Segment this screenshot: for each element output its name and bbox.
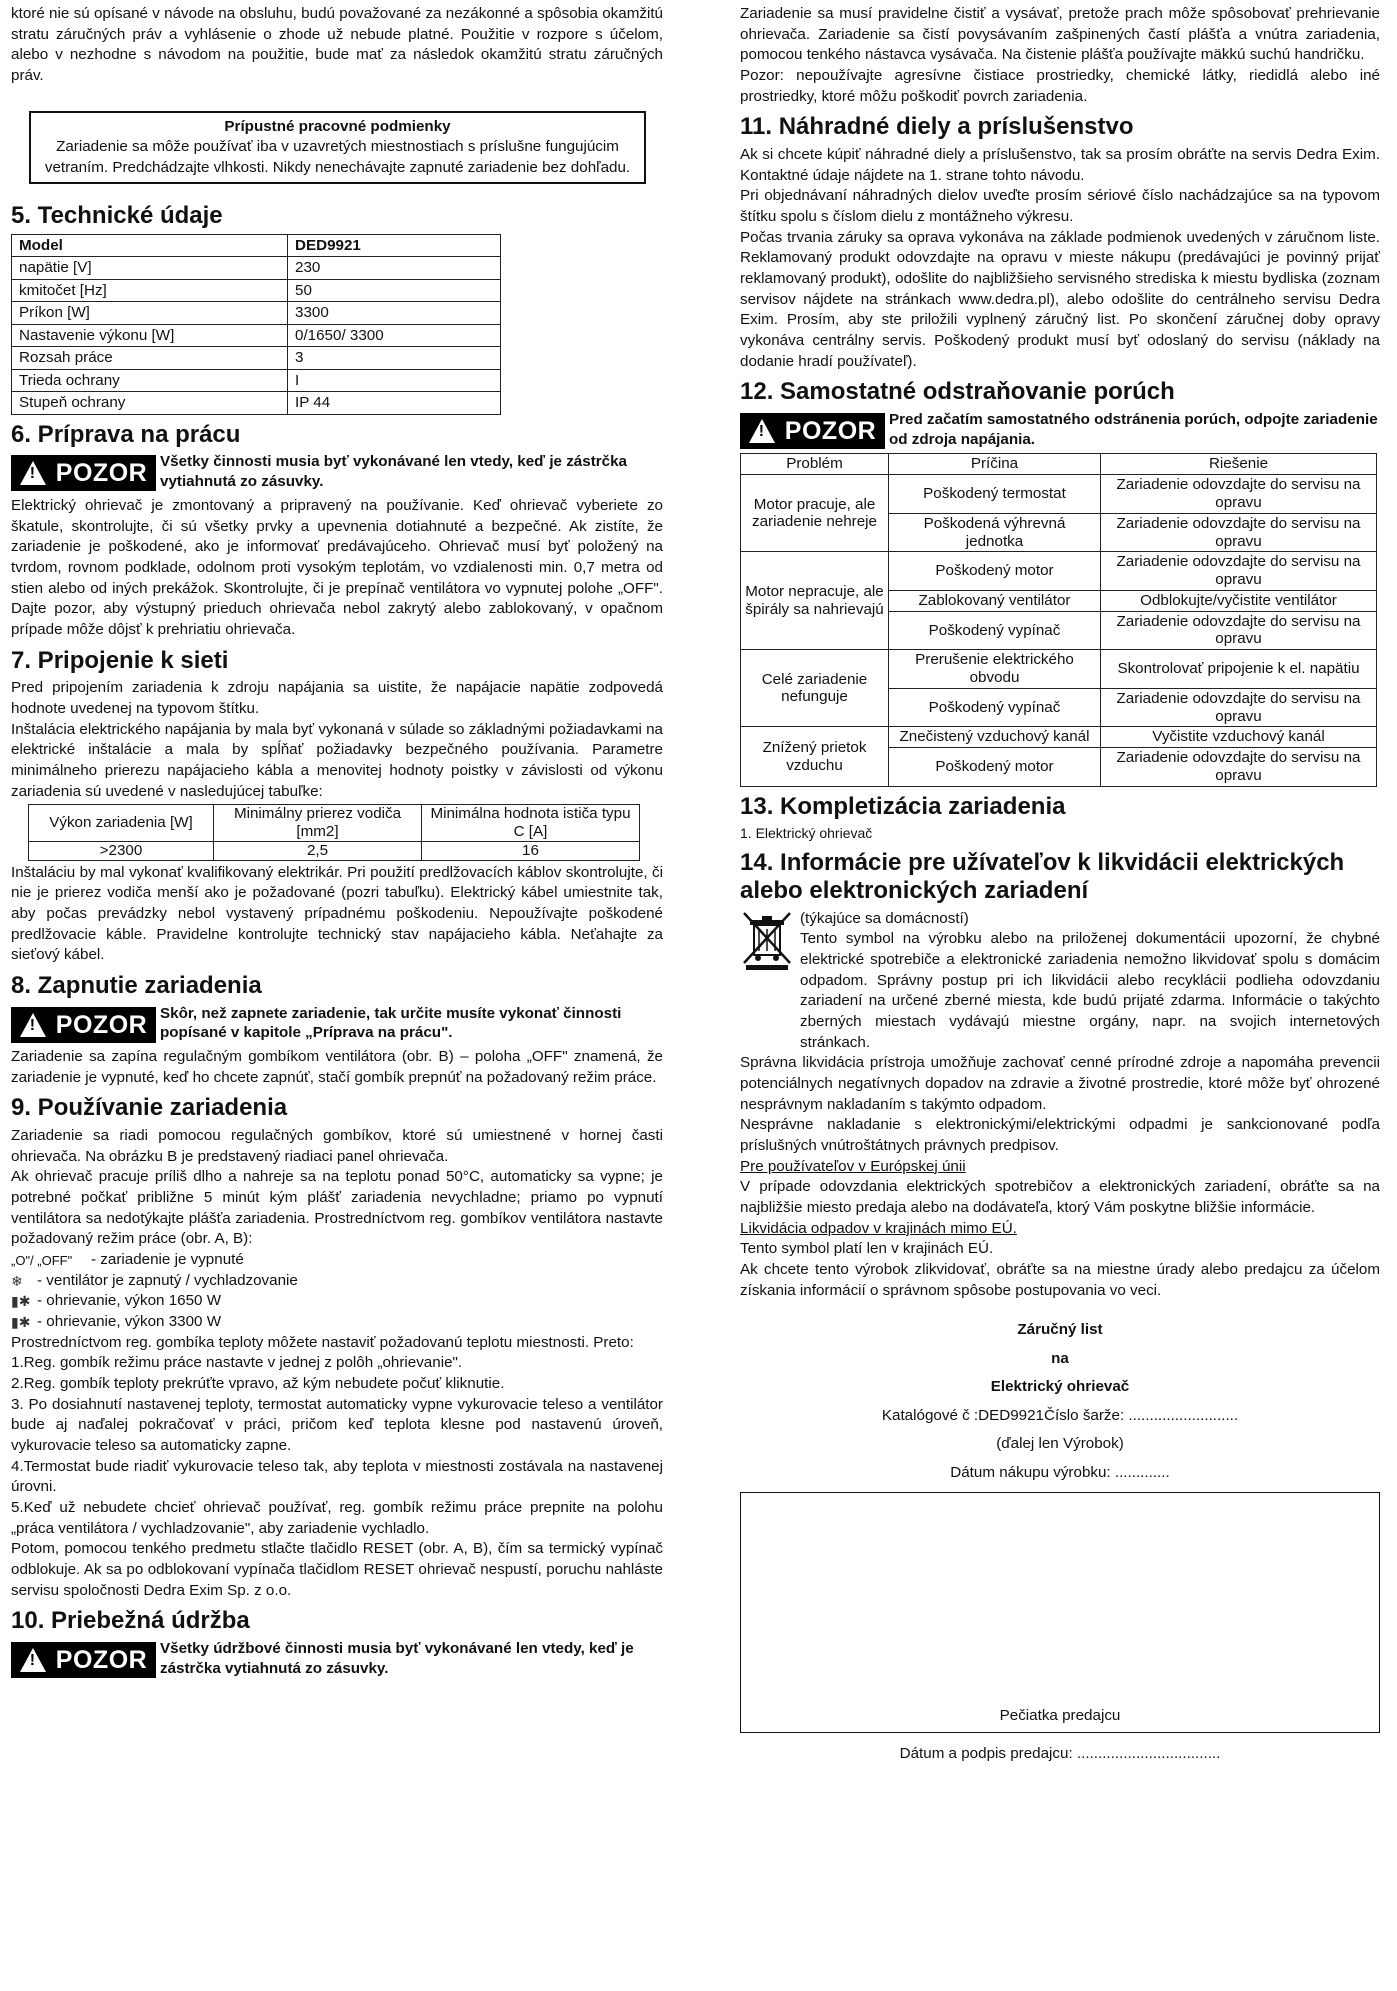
tech-value: 230 xyxy=(288,257,501,280)
working-conditions-title: Prípustné pracovné podmienky xyxy=(224,117,451,135)
section-9-paragraph-1: Zariadenie sa riadi pomocou regulačných gombíkov, ktoré sú umiestnené v hornej časti ohrievača. Na obrázku B je predstavený riadiaci panel ohrievača. xyxy=(11,1126,663,1165)
tech-value: 0/1650/ 3300 xyxy=(288,324,501,347)
solution-cell: Zariadenie odovzdajte do servisu na opravu xyxy=(1101,513,1377,552)
solution-cell: Zariadenie odovzdajte do servisu na opravu xyxy=(1101,611,1377,650)
troubleshooting-header: Príčina xyxy=(889,454,1101,475)
tech-row xyxy=(12,234,501,257)
fan-icon: ❄ xyxy=(11,1272,23,1289)
mode-item: ❄ - ventilátor je zapnutý / vychladzovanie xyxy=(11,1271,298,1289)
seller-signature: Dátum a podpis predajcu: .................................. xyxy=(899,1745,1221,1763)
problem-cell: Motor pracuje, ale zariadenie nehreje xyxy=(741,475,889,552)
mode-item: „O"/ „OFF" - zariadenie je vypnuté xyxy=(11,1251,244,1269)
cleaning-warning: Pozor: nepoužívajte agresívne čistiace prostriedky, chemické látky, riedidlá alebo iné prostriedky, ktoré môžu poškodiť povrch zariadenia. xyxy=(740,67,1380,105)
warning-text: Skôr, než zapnete zariadenie, tak určite musíte vykonať činnosti popísané v kapitole „Príprava na prácu". xyxy=(160,1004,622,1042)
cause-cell: Znečistený vzduchový kanál xyxy=(889,727,1101,748)
weee-block xyxy=(740,909,1380,1054)
non-eu-text-1: Tento symbol platí len v krajinách EÚ. xyxy=(740,1240,994,1258)
section-8-title: 8. Zapnutie zariadenia xyxy=(11,971,262,999)
pozor-label: ! POZOR xyxy=(11,1642,156,1678)
cause-cell: Poškodený motor xyxy=(889,748,1101,787)
section-11-paragraph-2: Pri objednávaní náhradných dielov uveďte prosím sériové číslo nachádzajúce sa na typovom štítku spolu s číslom dielu z montážneho výkresu. xyxy=(740,187,1380,225)
warning-icon: ! xyxy=(20,1648,46,1672)
mode-item: ▮✱ - ohrievanie, výkon 1650 W xyxy=(11,1292,222,1310)
problem-cell: Znížený prietok vzduchu xyxy=(741,727,889,786)
tech-label: Trieda ochrany xyxy=(12,369,288,392)
section-7-paragraph-3: Inštaláciu by mal vykonať kvalifikovaný elektrikár. Pri použití predlžovacích káblov skontrolujte, či nie je prierez vodiča menší ako je požadované (pozri tabuľku). Elektrický kábel umiestnite tak, aby počas prevádzky nebol vystavený prípadnému poškodeniu. Nepoužívajte poškodené predlžovacie káble. Pravidelne kontrolujte technický stav napájacieho kábla. Neťahajte za sieťový kábel. xyxy=(11,863,663,964)
warranty-na: na xyxy=(1051,1349,1069,1367)
weee-paragraph-1-start: Tento symbol na výrobku alebo na priloženej dokumentácii upozorní, že chybné elektrické spotrebiče a elektronické zariadenia nemožno likvidovať spolu s domácim odpadom. Správny postup pri ich likvidácii alebo recyklácii podlieha odovzdaniu zariadení na určené zberné miesta, kde budú prijaté zdarma. Informácie o takýchto zberných miestach vydávajú miestne orgány, napr. na svojich internetových stránkach. xyxy=(800,930,1380,1051)
pozor-label: ! POZOR xyxy=(740,413,885,449)
intro-paragraph: ktoré nie sú opísané v návode na obsluhu, budú považované za nezákonné a spôsobia okamžitú stratu záručných práv a vyhlásenie o zhode už nebude platné. Použitie v rozpore s účelom, alebo v nezhodne s návodom na použitie, bude mať za následok okamžitú stratu záručných práv. xyxy=(11,5,663,85)
section-7-paragraph-1: Pred pripojením zariadenia k zdroju napájania sa uistite, že napájacie napätie zodpovedá hodnote uvedenej na typovom štítku. xyxy=(11,679,663,717)
solution-cell: Zariadenie odovzdajte do servisu na opravu xyxy=(1101,475,1377,514)
cable-cell: 16 xyxy=(422,841,640,860)
cause-cell: Poškodený vypínač xyxy=(889,688,1101,727)
section-8-text: Zariadenie sa zapína regulačným gombíkom ventilátora (obr. B) – poloha „OFF" znamená, že zariadenie je vypnuté, keď ho chcete zapnúť, stačí gombík prepnúť na požadovaný režim práce. xyxy=(11,1048,663,1086)
weee-household-note: (týkajúce sa domácností) xyxy=(800,909,969,927)
solution-cell: Odblokujte/vyčistite ventilátor xyxy=(1101,590,1377,611)
eu-users-text: V prípade odovzdania elektrických spotrebičov a elektronických zariadení, obráťte sa na najbližšie miesto predaja alebo na dodávateľa, ktorý Vám poskytne bližšie informácie. xyxy=(740,1178,1380,1216)
warning-icon: ! xyxy=(749,419,775,443)
tech-row xyxy=(12,347,501,370)
tech-label: Stupeň ochrany xyxy=(12,392,288,415)
cause-cell: Poškodený motor xyxy=(889,552,1101,591)
tech-label: kmitočet [Hz] xyxy=(12,279,288,302)
troubleshooting-header: Problém xyxy=(741,454,889,475)
troubleshooting-header: Riešenie xyxy=(1101,454,1377,475)
cleaning-paragraph: Zariadenie sa musí pravidelne čistiť a vysávať, pretože prach môže spôsobovať prehrievanie ohrievača. Zariadenie sa čistí povysávaním zašpinených častí plášťa a vnútra zariadenia, pomocou tenkého nástavca vysávača. Na čistenie plášťa používajte mäkkú suchú handričku. xyxy=(740,5,1380,64)
tech-row xyxy=(12,302,501,325)
warranty-catalog-number: Katalógové č :DED9921Číslo šarže: .......................... xyxy=(881,1406,1239,1424)
cause-cell: Poškodený vypínač xyxy=(889,611,1101,650)
working-conditions-box xyxy=(29,111,646,185)
tech-value: IP 44 xyxy=(288,392,501,415)
crossed-bin-icon xyxy=(740,911,796,971)
mode-list xyxy=(11,1250,663,1333)
warning-text: Všetky údržbové činnosti musia byť vykonávané len vtedy, keď je zástrčka vytiahnutá zo zásuvky. xyxy=(160,1640,634,1677)
section-9-step-3: 3. Po dosiahnutí nastavenej teploty, termostat automaticky vypne vykurovacie teleso a ventilátor bude aj naďalej pokračovať v práci, pričom keď teplota klesne pod nastavenú úroveň, vykurovacie teleso sa automaticky zapne. xyxy=(11,1395,663,1455)
mode-item: ▮✱ - ohrievanie, výkon 3300 W xyxy=(11,1313,222,1331)
cable-header: Výkon zariadenia [W] xyxy=(29,805,214,842)
heat-high-icon: ▮✱ xyxy=(11,1313,31,1330)
heat-low-icon: ▮✱ xyxy=(11,1293,31,1310)
section-7-paragraph-2: Inštalácia elektrického napájania by mala byť vykonaná v súlade so základnými požiadavkami na elektrické inštalácie a mala by spĺňať požiadavky bezpečného používania. Parametre minimálneho prierezu napájacieho kábla a menovitej hodnoty poistky v závislosti od výkonu zariadenia sú uvedené v nasledujúcej tabuľke: xyxy=(11,720,663,800)
tech-value: 50 xyxy=(288,279,501,302)
tech-value: 3300 xyxy=(288,302,501,325)
seller-stamp-box xyxy=(740,1492,1380,1733)
troubleshooting-row xyxy=(741,727,1377,748)
section-11-title: 11. Náhradné diely a príslušenstvo xyxy=(740,113,1134,141)
troubleshooting-table xyxy=(740,453,1377,786)
solution-cell: Zariadenie odovzdajte do servisu na opravu xyxy=(1101,552,1377,591)
solution-cell: Zariadenie odovzdajte do servisu na opravu xyxy=(1101,688,1377,727)
troubleshooting-row xyxy=(741,650,1377,689)
section-9-title: 9. Používanie zariadenia xyxy=(11,1094,288,1122)
right-column xyxy=(740,4,1380,1774)
warranty-product: Elektrický ohrievač xyxy=(990,1378,1130,1396)
warning-section-6 xyxy=(11,452,663,492)
section-10-title: 10. Priebežná údržba xyxy=(11,1607,250,1635)
cable-table xyxy=(28,804,640,860)
cause-cell: Poškodený termostat xyxy=(889,475,1101,514)
cable-cell: >2300 xyxy=(29,841,214,860)
tech-label: napätie [V] xyxy=(12,257,288,280)
cause-cell: Prerušenie elektrického obvodu xyxy=(889,650,1101,689)
mode-off-symbol: „O"/ „OFF" xyxy=(11,1252,73,1268)
working-conditions-text: Zariadenie sa môže používať iba v uzavretých miestnostiach s príslušne fungujúcim vetraním. Predchádzajte vlhkosti. Nikdy nenechávajte zapnuté zariadenie bez dohľadu. xyxy=(44,138,631,176)
section-11-paragraph-3: Počas trvania záruky sa oprava vykonáva na základe podmienok uvedených v záručnom liste. Reklamovaný produkt odovzdajte na opravu v mieste nákupu (predávajúci je povinný prijať reklamovaný produkt), odošlite do najbližšieho servisného strediska k miestu bydliska (zoznam servisov nájdete na stránkach www.dedra.pl), alebo odošlite do centrálneho servisu Dedra Exim. Prosím, aby ste priložili vyplnený záručný list. Po skončení záručnej doby opravy vykonáva centrálny servis. Poškodený produkt musí byť odoslaný do servisu (náklady na dodanie hradí používateľ). xyxy=(740,228,1380,370)
warning-section-10 xyxy=(11,1639,663,1679)
problem-cell: Celé zariadenie nefunguje xyxy=(741,650,889,727)
technical-data-table xyxy=(11,234,501,415)
warning-text: Pred začatím samostatného odstránenia porúch, odpojte zariadenie od zdroja napájania. xyxy=(889,410,1378,448)
section-13-title: 13. Kompletizácia zariadenia xyxy=(740,792,1066,820)
section-14-title: 14. Informácie pre užívateľov k likvidácii elektrických alebo elektronických zariadení xyxy=(740,849,1345,904)
tech-row xyxy=(12,392,501,415)
cable-header: Minimálny prierez vodiča [mm2] xyxy=(214,805,422,842)
left-column xyxy=(11,4,663,1683)
seller-stamp-label: Pečiatka predajcu xyxy=(999,1706,1121,1724)
warranty-further: (ďalej len Výrobok) xyxy=(996,1435,1124,1453)
non-eu-title: Likvidácia odpadov v krajinách mimo EÚ. xyxy=(740,1219,1017,1237)
section-9-step-1: 1.Reg. gombík režimu práce nastavte v jednej z polôh „ohrievanie". xyxy=(11,1354,463,1372)
section-9-step-2: 2.Reg. gombík teploty prekrúťte vpravo, až kým nebudete počuť kliknutie. xyxy=(11,1375,505,1393)
section-11-paragraph-1: Ak si chcete kúpiť náhradné diely a príslušenstvo, tak sa prosím obráťte na servis Dedra Exim. Kontaktné údaje nájdete na 1. strane tohto návodu. xyxy=(740,145,1380,184)
section-5-title: 5. Technické údaje xyxy=(11,202,223,230)
section-13-item: 1. Elektrický ohrievač xyxy=(740,825,873,842)
section-9-step-4: 4.Termostat bude riadiť vykurovacie teleso tak, aby teplota v miestnosti zostávala na nastavenej úrovni. xyxy=(11,1457,663,1496)
tech-label: Príkon [W] xyxy=(12,302,288,325)
tech-label: Model xyxy=(12,234,288,257)
tech-row xyxy=(12,324,501,347)
warning-section-8 xyxy=(11,1004,663,1044)
non-eu-text-2: Ak chcete tento výrobok zlikvidovať, obráťte sa na miestne úrady alebo predajcu za účelom získania informácií o správnom spôsobe postupovania vo veci. xyxy=(740,1260,1380,1299)
tech-value: 3 xyxy=(288,347,501,370)
tech-row xyxy=(12,369,501,392)
section-9-paragraph-2: Ak ohrievač pracuje príliš dlho a nahreje sa na teplotu ponad 50°C, automaticky sa vypne; je potrebné počkať približne 5 minút kým plášť zariadenia nevychladne; priamo po vypnutí ventilátora sa nedotýkajte plášťa zariadenia. Prostredníctvom reg. gombíkov ventilátora nastavte požadovaný režim práce (obr. A, B): xyxy=(11,1168,663,1248)
section-9-paragraph-3: Prostredníctvom reg. gombíka teploty môžete nastaviť požadovanú teplotu miestnosti. Preto: xyxy=(11,1333,634,1351)
troubleshooting-row xyxy=(741,475,1377,514)
warning-section-12 xyxy=(740,410,1380,450)
cable-cell: 2,5 xyxy=(214,841,422,860)
warning-text: Všetky činnosti musia byť vykonávané len vtedy, keď je zástrčka vytiahnutá zo zásuvky. xyxy=(160,453,627,491)
cause-cell: Zablokovaný ventilátor xyxy=(889,590,1101,611)
troubleshooting-row xyxy=(741,552,1377,591)
tech-row xyxy=(12,279,501,302)
weee-paragraph-2: Správna likvidácia prístroja umožňuje zachovať cenné prírodné zdroje a napomáha prevencii potenciálnych negatívnych dopadov na zdravie a životné prostredie, ktoré môže byť ohrozené nesprávnym nakladaním s takýmto odpadom. xyxy=(740,1054,1380,1113)
section-12-title: 12. Samostatné odstraňovanie porúch xyxy=(740,378,1175,406)
weee-paragraph-3: Nesprávne nakladanie s elektronickými/elektrickými odpadmi je sankcionované podľa príslušných vnútroštátnych právnych predpisov. xyxy=(740,1116,1380,1154)
solution-cell: Zariadenie odovzdajte do servisu na opravu xyxy=(1101,748,1377,787)
eu-users-title: Pre používateľov v Európskej únii xyxy=(740,1157,966,1175)
solution-cell: Vyčistite vzduchový kanál xyxy=(1101,727,1377,748)
tech-label: Nastavenie výkonu [W] xyxy=(12,324,288,347)
solution-cell: Skontrolovať pripojenie k el. napätiu xyxy=(1101,650,1377,689)
problem-cell: Motor nepracuje, ale špirály sa nahrievajú xyxy=(741,552,889,650)
section-6-title: 6. Príprava na prácu xyxy=(11,420,241,448)
warranty-card xyxy=(740,1321,1380,1762)
warranty-title: Záručný list xyxy=(1017,1321,1103,1339)
tech-row xyxy=(12,257,501,280)
cable-header: Minimálna hodnota ističa typu C [A] xyxy=(422,805,640,842)
pozor-label: ! POZOR xyxy=(11,455,156,491)
section-7-title: 7. Pripojenie k sieti xyxy=(11,646,229,674)
tech-label: Rozsah práce xyxy=(12,347,288,370)
section-9-step-5: 5.Keď už nebudete chcieť ohrievač používať, reg. gombík režimu práce prepnite na polohu „práca ventilátora / vychladzovanie", aby zariadenie vychladlo. xyxy=(11,1499,663,1537)
section-6-text: Elektrický ohrievač je zmontovaný a pripravený na používanie. Keď ohrievač vyberiete zo škatule, skontrolujte, či sú všetky prvky a upevnenia dotiahnuté a bezpečné. Ak zistíte, že zariadenie je poškodené, ako je informovať predávajúceho. Ohrievač musí byť položený na tvrdom, rovnom podklade, odolnom proti vysokým teplotám, vo vzdialenosti min. 0,7 metra od stien alebo od iných prekážok. Skontrolujte, či je prepínač ventilátora vo vypnutej polohe „OFF". Dajte pozor, aby výstupný prieduch ohrievača nebol zakrytý alebo zablokovaný, v opačnom prípade môže dôjsť k prehriatiu ohrievača. xyxy=(11,496,663,638)
warning-icon: ! xyxy=(20,461,46,485)
section-9-paragraph-4: Potom, pomocou tenkého predmetu stlačte tlačidlo RESET (obr. A, B), čím sa termický vypínač odblokuje. Ak sa po odblokovaní vypínača tlačidlom RESET ohrievač nespustí, poruchu nahláste servisu spoločnosti Dedra Exim Sp. z o.o. xyxy=(11,1540,663,1599)
tech-value: I xyxy=(288,369,501,392)
cause-cell: Poškodená výhrevná jednotka xyxy=(889,513,1101,552)
pozor-label: ! POZOR xyxy=(11,1007,156,1043)
warning-icon: ! xyxy=(20,1013,46,1037)
tech-value: DED9921 xyxy=(288,234,501,257)
warranty-purchase-date: Dátum nákupu výrobku: ............. xyxy=(950,1463,1170,1481)
